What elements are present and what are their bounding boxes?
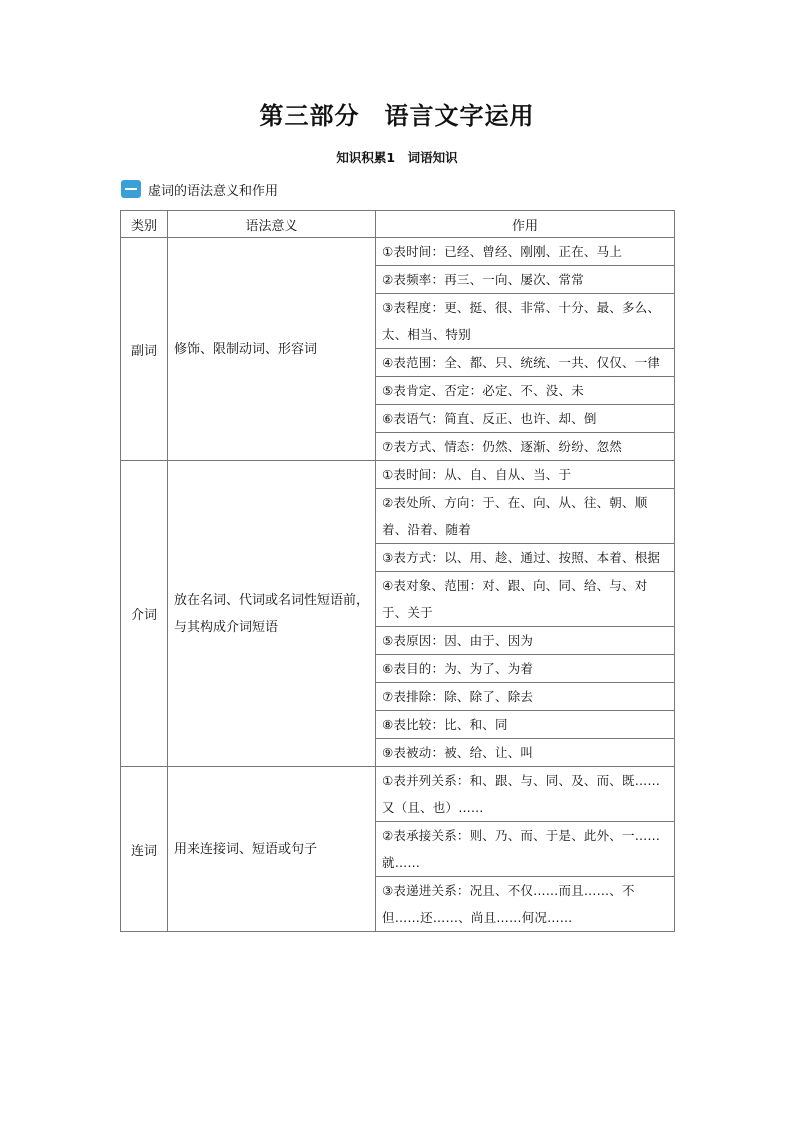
usage-cell: ①表并列关系：和、跟、与、同、及、而、既……又（且、也）…… [376,767,675,822]
usage-cell: ③表程度：更、挺、很、非常、十分、最、多么、太、相当、特别 [376,294,675,349]
section-heading [121,178,278,200]
usage-cell: ①表时间：从、自、自从、当、于 [376,461,675,489]
table-row [121,461,675,489]
dash-icon [125,188,137,190]
usage-cell: ⑨表被动：被、给、让、叫 [376,739,675,767]
category-cell: 副词 [121,238,168,461]
usage-cell: ⑤表原因：因、由于、因为 [376,627,675,655]
table-header-row [121,211,675,238]
usage-cell: ③表方式：以、用、趁、通过、按照、本着、根据 [376,544,675,572]
usage-cell: ②表频率：再三、一向、屡次、常常 [376,266,675,294]
section-number-badge [121,180,141,198]
page-title: 第三部分 语言文字运用 [259,102,535,130]
usage-cell: ④表范围：全、都、只、统统、一共、仅仅、一律 [376,349,675,377]
header-meaning: 语法意义 [168,211,376,238]
usage-cell: ①表时间：已经、曾经、刚刚、正在、马上 [376,238,675,266]
section-label: 虚词的语法意义和作用 [148,183,279,199]
usage-cell: ⑦表排除：除、除了、除去 [376,683,675,711]
usage-cell: ⑦表方式、情态：仍然、逐渐、纷纷、忽然 [376,433,675,461]
meaning-cell: 修饰、限制动词、形容词 [168,238,376,461]
usage-cell: ②表承接关系：则、乃、而、于是、此外、一……就…… [376,822,675,877]
usage-cell: ⑧表比较：比、和、同 [376,711,675,739]
usage-cell: ⑥表语气：简直、反正、也许、却、倒 [376,405,675,433]
category-cell: 连词 [121,767,168,932]
header-category: 类别 [121,211,168,238]
usage-cell: ⑤表肯定、否定：必定、不、没、未 [376,377,675,405]
table-row [121,238,675,266]
table-row [121,767,675,822]
function-words-table [120,210,675,932]
header-usage: 作用 [376,211,675,238]
usage-cell: ③表递进关系：况且、不仅……而且……、不但……还……、尚且……何况…… [376,877,675,932]
page-subtitle: 知识积累1 词语知识 [336,150,458,165]
category-cell: 介词 [121,461,168,767]
usage-cell: ⑥表目的：为、为了、为着 [376,655,675,683]
usage-cell: ②表处所、方向：于、在、向、从、往、朝、顺着、沿着、随着 [376,489,675,544]
meaning-cell: 放在名词、代词或名词性短语前，与其构成介词短语 [168,461,376,767]
usage-cell: ④表对象、范围：对、跟、向、同、给、与、对于、关于 [376,572,675,627]
meaning-cell: 用来连接词、短语或句子 [168,767,376,932]
